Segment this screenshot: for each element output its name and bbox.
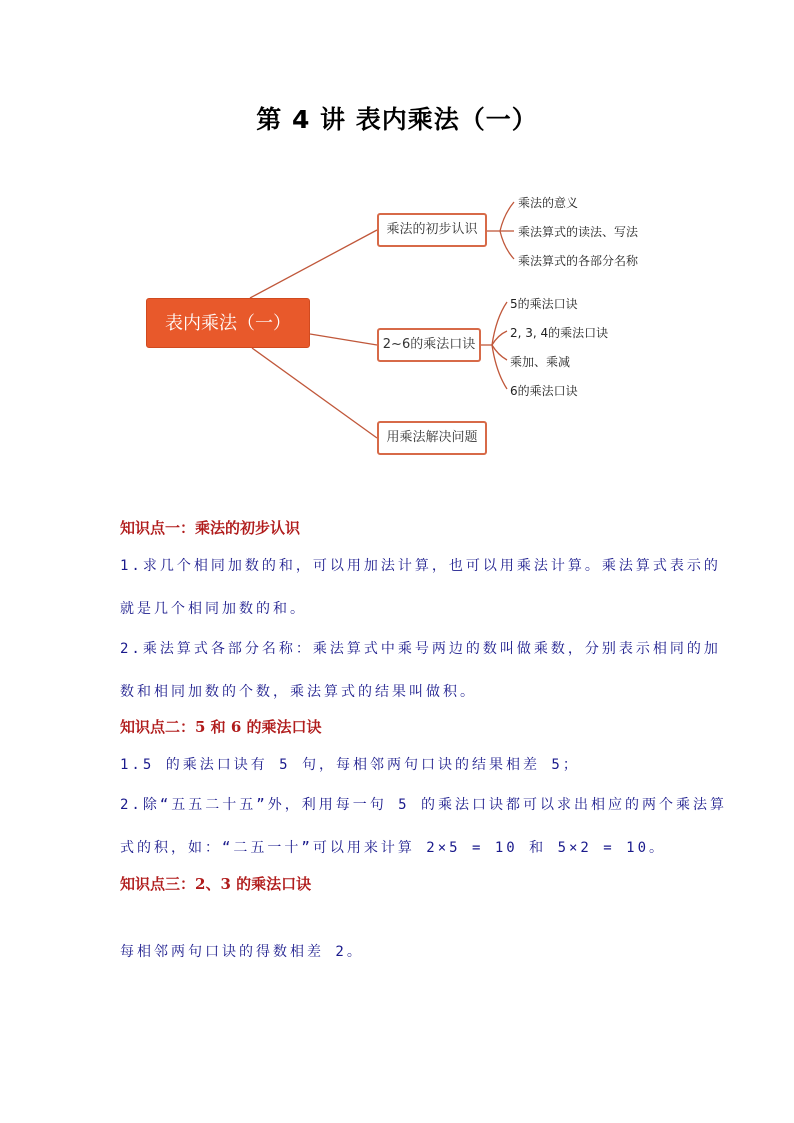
- connector-root-branch-3: [252, 348, 377, 438]
- connector-branch-1-leaf-1: [500, 202, 514, 231]
- page-title: 第 4 讲 表内乘法（一）: [256, 105, 538, 134]
- leaf-part-names: 乘法算式的各部分名称: [518, 254, 639, 268]
- mind-map: [0, 0, 794, 480]
- branch-node-initial-recognition: 乘法的初步认识: [377, 213, 487, 247]
- connector-branch-2-leaf-4: [492, 345, 507, 389]
- section-1-line-3: 2.乘法算式各部分名称：乘法算式中乘号两边的数叫做乘数，分别表示相同的加: [120, 641, 721, 657]
- leaf-meaning: 乘法的意义: [518, 196, 579, 210]
- section-1-line-4: 数和相同加数的个数，乘法算式的结果叫做积。: [120, 684, 477, 700]
- section-2-line-1: 1.5 的乘法口诀有 5 句，每相邻两句口诀的结果相差 5；: [120, 757, 580, 773]
- leaf-table-5: 5的乘法口诀: [510, 297, 578, 311]
- mind-map-root: 表内乘法（一）: [146, 298, 310, 348]
- leaf-multiply-add-subtract: 乘加、乘减: [510, 355, 571, 369]
- connector-root-branch-2: [310, 334, 377, 345]
- branch-node-problem-solving: 用乘法解决问题: [377, 421, 487, 455]
- connector-root-branch-1: [250, 230, 377, 298]
- leaf-read-write: 乘法算式的读法、写法: [518, 225, 639, 239]
- section-2-line-2: 2.除“五五二十五”外，利用每一句 5 的乘法口诀都可以求出相应的两个乘法算: [120, 797, 727, 813]
- leaf-table-6: 6的乘法口诀: [510, 384, 578, 398]
- branch-node-multiplication-table: 2~6的乘法口诀: [377, 328, 481, 362]
- section-1-line-1: 1.求几个相同加数的和，可以用加法计算，也可以用乘法计算。乘法算式表示的: [120, 558, 721, 574]
- section-2-line-3: 式的积，如：“二五一十”可以用来计算 2×5 = 10 和 5×2 = 10。: [120, 840, 667, 856]
- section-1-line-2: 就是几个相同加数的和。: [120, 601, 307, 617]
- section-3-line-1: 每相邻两句口诀的得数相差 2。: [120, 944, 364, 960]
- connector-branch-2-leaf-1: [492, 302, 507, 345]
- section-heading-3: 知识点三：2、3 的乘法口诀: [120, 875, 312, 893]
- leaf-table-2-3-4: 2, 3, 4的乘法口诀: [510, 326, 609, 340]
- section-heading-2: 知识点二：5 和 6 的乘法口诀: [120, 718, 322, 736]
- section-heading-1: 知识点一：乘法的初步认识: [120, 519, 301, 537]
- connector-branch-1-leaf-3: [500, 231, 514, 259]
